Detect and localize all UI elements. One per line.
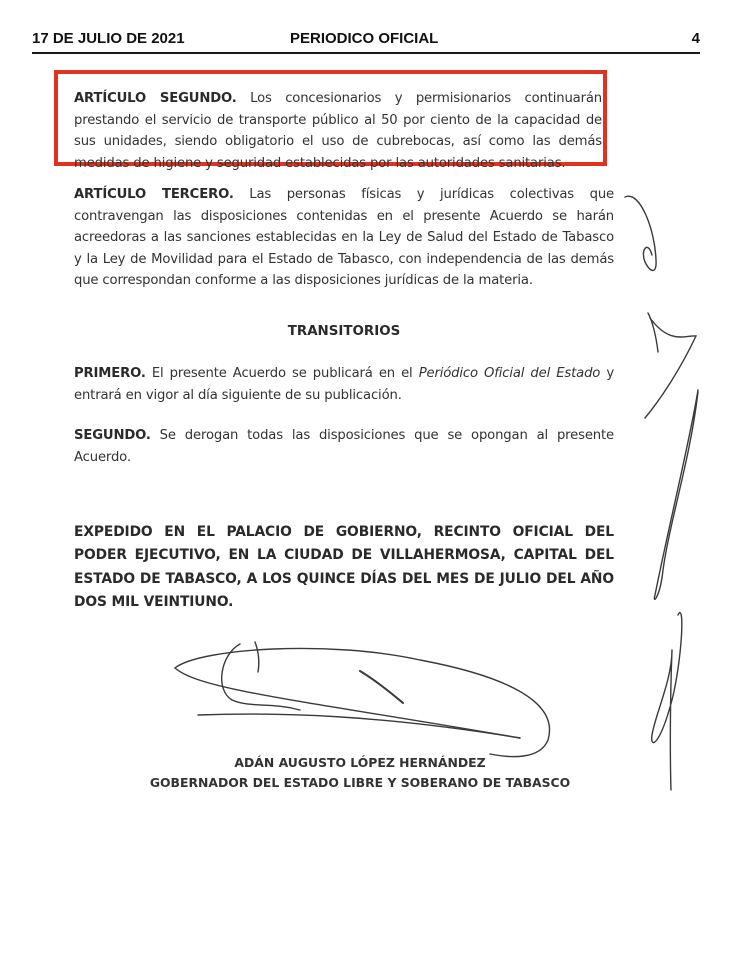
article-text: Las personas físicas y jurídicas colectivas que contravengan las disposiciones contenidas en el presente Acuerdo se harán acreedoras a las sanciones establecidas en la Ley de Salud del Estado de Tabasco y la Ley de Movilidad para el Estado de Tabasco, con independencia de las demás que correspondan conforme a las disposiciones jurídicas de la materia. (74, 187, 614, 289)
transitorio-title: PRIMERO. (74, 366, 146, 381)
signer-title: GOBERNADOR DEL ESTADO LIBRE Y SOBERANO DE TABASCO (149, 775, 571, 790)
governor-signature-icon (175, 648, 550, 756)
margin-initial-4-icon (652, 613, 682, 790)
margin-initial-1-icon (625, 196, 656, 270)
article-title: ARTÍCULO SEGUNDO. (74, 91, 237, 106)
page-header (32, 26, 700, 54)
transitorio-segundo (74, 425, 614, 468)
margin-initial-3-icon (654, 390, 698, 599)
transitorio-title: SEGUNDO. (74, 428, 151, 443)
transitorio-primero (74, 363, 614, 406)
transitorio-text: Se derogan todas las disposiciones que se opongan al presente Acuerdo. (74, 428, 614, 465)
header-date: 17 DE JULIO DE 2021 (32, 30, 185, 47)
article-title: ARTÍCULO TERCERO. (74, 187, 234, 202)
transitorio-text: y entrará en vigor al día siguiente de su publicación. (74, 366, 614, 403)
transitorio-text: El presente Acuerdo se publicará en el (145, 366, 419, 381)
margin-initial-2-icon (645, 313, 696, 418)
article-tercero (74, 184, 614, 292)
transitorio-italic: Periódico Oficial del Estado (418, 366, 601, 381)
header-publication: PERIODICO OFICIAL (290, 30, 439, 47)
page-number: 4 (691, 30, 700, 47)
article-text: Los concesionarios y permisionarios continuarán prestando el servicio de transporte público al 50 por ciento de la capacidad de sus unidades, siendo obligatorio el uso de cubrebocas, así como las demás medidas de higiene y seguridad establecidas por las autoridades sanitarias. (74, 91, 602, 171)
expedido-paragraph: EXPEDIDO EN EL PALACIO DE GOBIERNO, RECINTO OFICIAL DEL PODER EJECUTIVO, EN LA CIUDAD DE VILLAHERMOSA, CAPITAL DEL ESTADO DE TABASCO, A LOS QUINCE DÍAS DEL MES DE JULIO DEL AÑO DOS MIL VEINTIUNO. (74, 524, 614, 611)
transitorios-heading: TRANSITORIOS (287, 324, 401, 339)
signature-block (130, 753, 590, 793)
article-segundo (74, 88, 602, 174)
signer-name: ADÁN AUGUSTO LÓPEZ HERNÁNDEZ (234, 755, 486, 770)
